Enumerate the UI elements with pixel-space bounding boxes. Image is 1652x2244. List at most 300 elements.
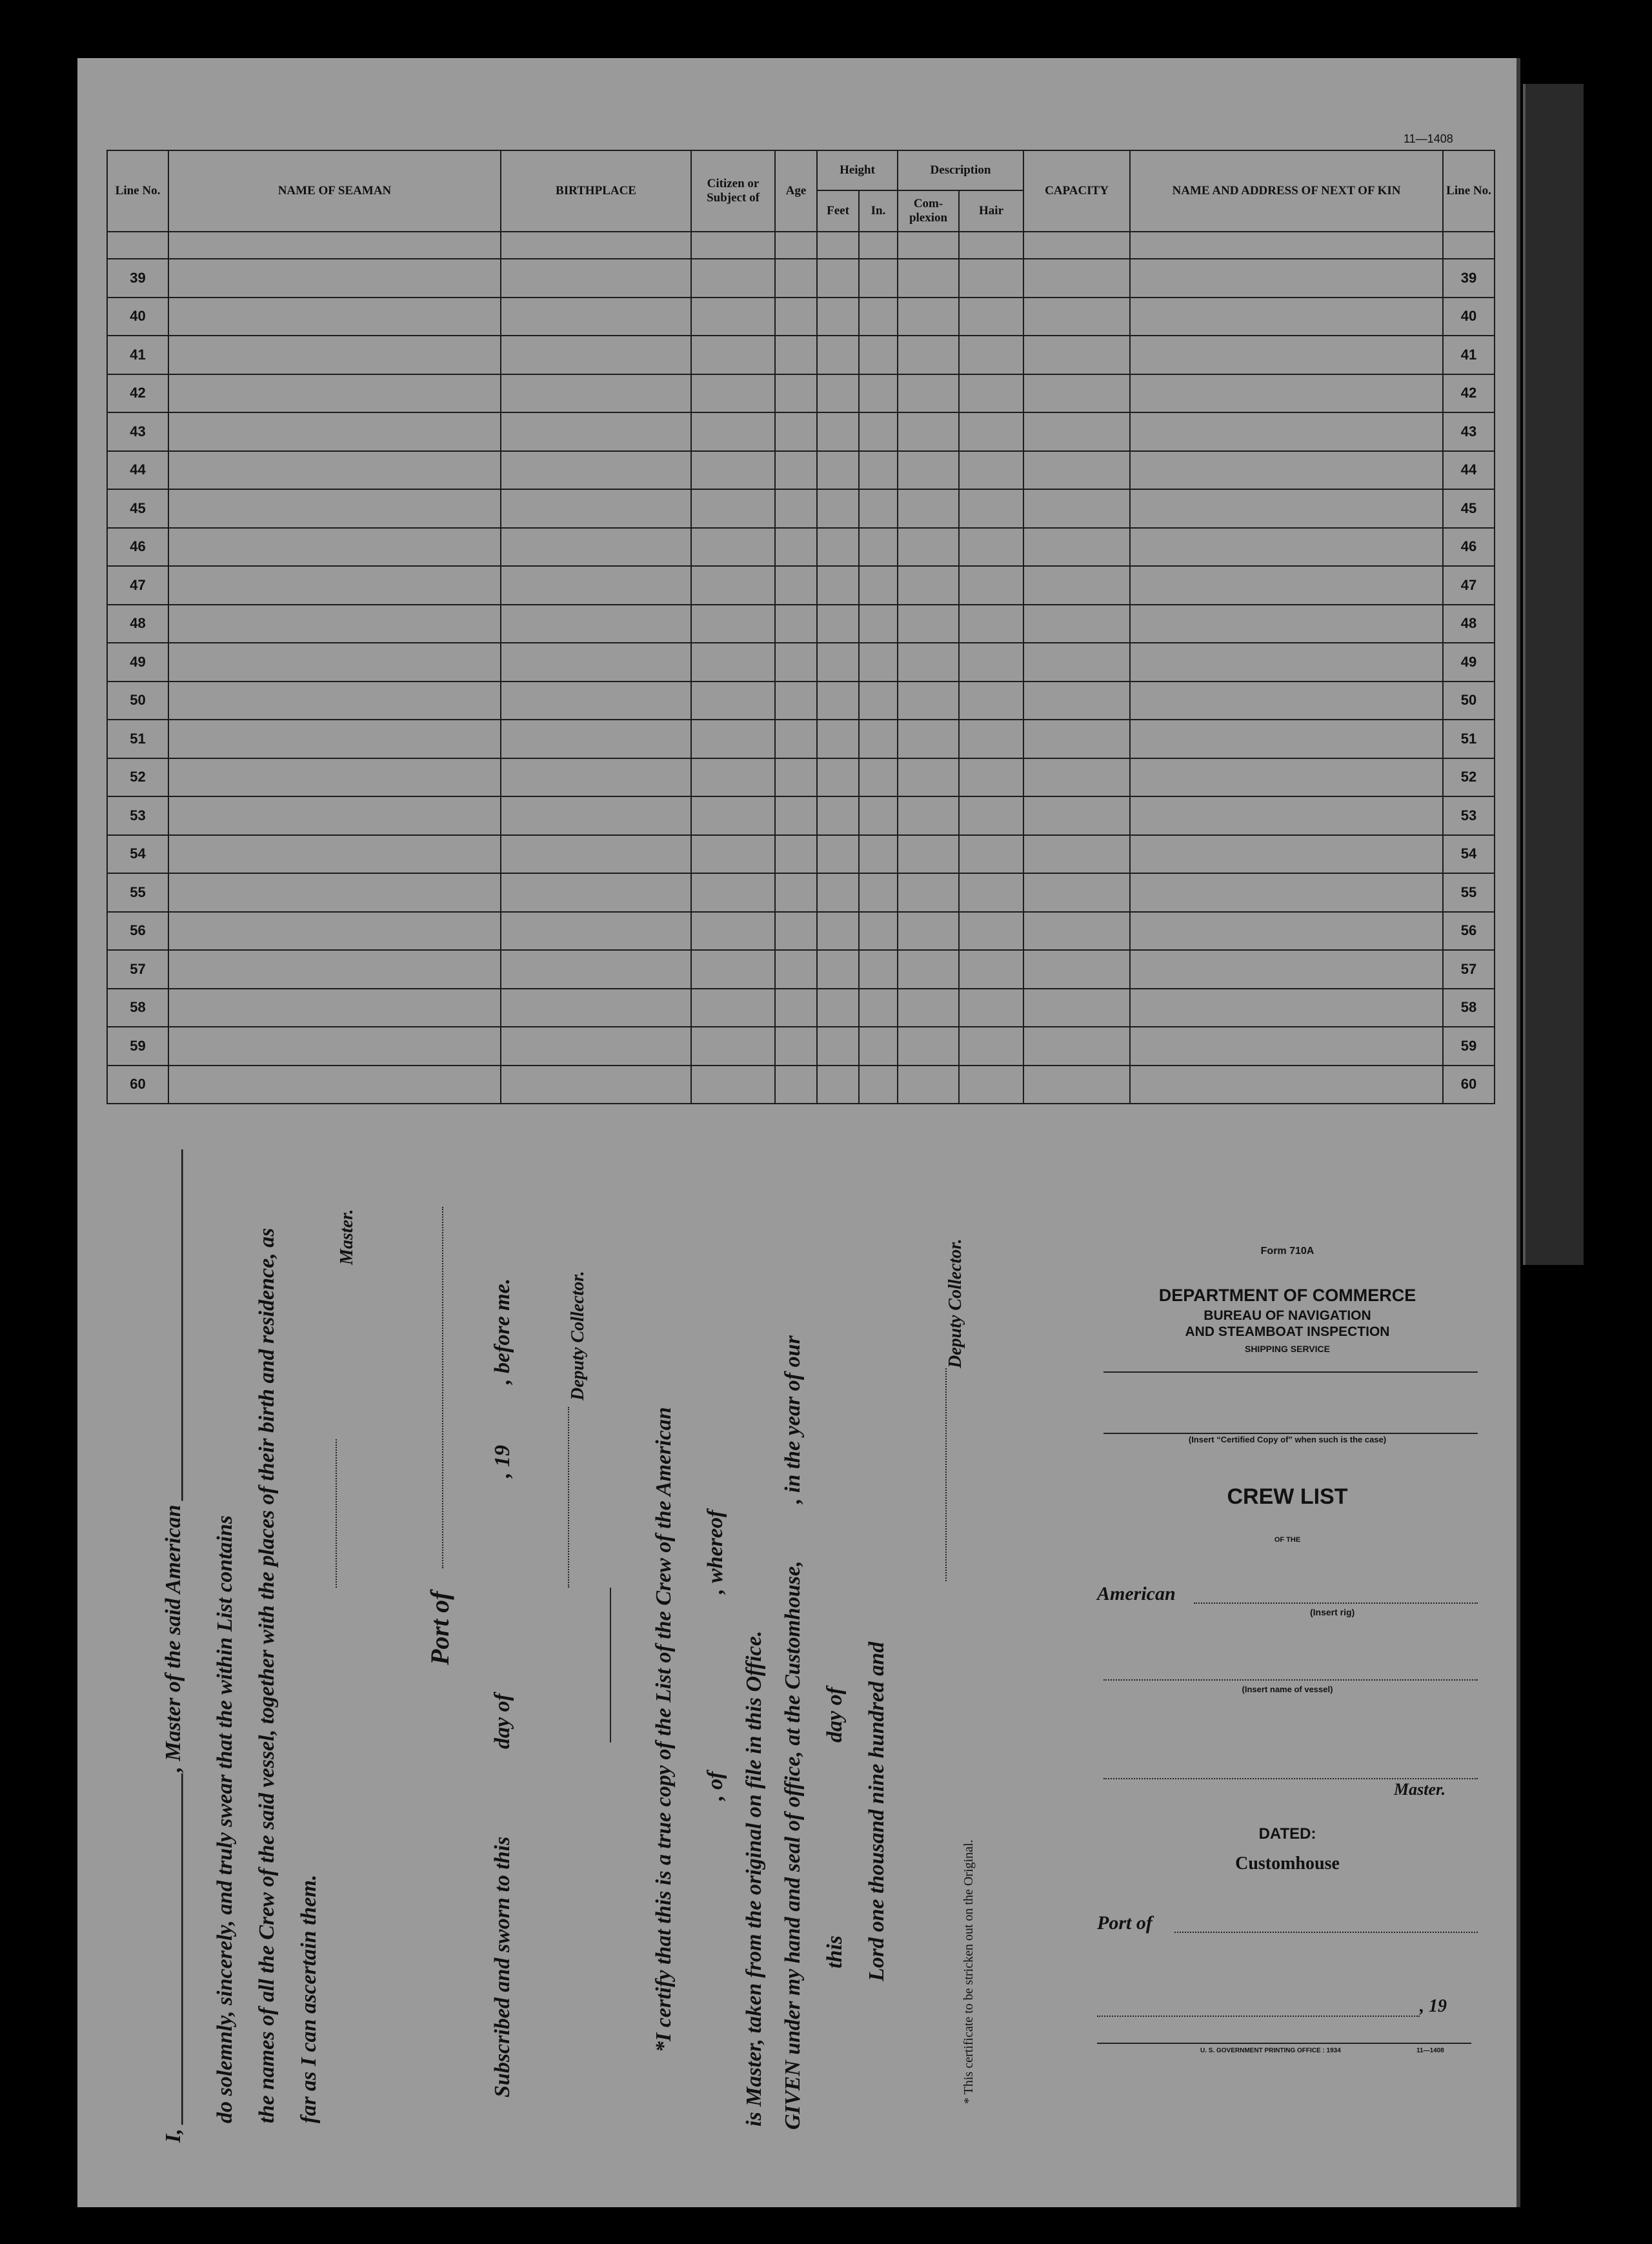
table-cell [691,873,775,912]
table-row [107,412,1495,451]
certify-this: this [823,1935,847,1968]
certificate-footnote: * This certificate to be stricken out on the Original. [962,1839,976,2104]
table-row [107,758,1495,797]
table-cell [817,374,859,413]
panel-customhouse: Customhouse [1235,1854,1340,1874]
table-cell [168,336,501,374]
header-hair: Hair [959,190,1023,232]
table-cell [501,298,691,336]
crew-table [106,150,1495,1104]
table-cell [859,259,898,298]
table-cell [859,758,898,797]
panel-insert-vessel: (Insert name of vessel) [1242,1684,1333,1694]
panel-master-line [1103,1778,1478,1779]
certify-lord: Lord one thousand nine hundred and [865,1641,889,1981]
deputy-collector-1: Deputy Collector. [568,1271,588,1400]
table-cell [691,259,775,298]
table-cell [898,528,959,567]
table-cell [898,259,959,298]
table-cell [959,451,1023,490]
table-cell [1130,298,1443,336]
header-line-no-right: Line No. [1443,150,1495,232]
table-cell [168,528,501,567]
table-cell [501,720,691,758]
table-cell [691,796,775,835]
table-cell [959,1027,1023,1066]
certify-line-5: GIVEN under my hand and seal of office, at the Customhouse, [781,1561,805,2130]
table-cell [1023,336,1130,374]
table-cell [775,451,817,490]
table-cell [775,566,817,605]
table-cell [501,412,691,451]
table-cell [775,298,817,336]
table-cell [168,1066,501,1104]
table-cell [775,374,817,413]
panel-bureau-1: BUREAU OF NAVIGATION [1204,1308,1371,1323]
table-cell [817,796,859,835]
table-cell [959,374,1023,413]
table-cell [898,835,959,874]
line-number-right: 50 [1443,682,1495,720]
master-signature-line [336,1439,337,1588]
line-number: 48 [107,605,168,643]
table-cell [817,758,859,797]
table-cell [898,643,959,682]
panel-master: Master. [1394,1780,1446,1799]
table-cell [691,720,775,758]
panel-year: , 19 [1420,1996,1447,2016]
panel-rule-2 [1103,1433,1478,1434]
line-number-right: 60 [1443,1066,1495,1104]
table-row [107,796,1495,835]
table-cell [1023,720,1130,758]
divider [610,1588,611,1743]
line-number: 54 [107,835,168,874]
table-cell [898,489,959,528]
table-cell [1023,873,1130,912]
table-cell [1130,720,1443,758]
table-cell [817,489,859,528]
table-cell [1023,412,1130,451]
table-cell [691,950,775,989]
table-cell [775,950,817,989]
table-cell [168,412,501,451]
table-cell [168,682,501,720]
table-cell [859,298,898,336]
table-cell [817,643,859,682]
table-cell [168,605,501,643]
panel-shipping-service: SHIPPING SERVICE [1244,1344,1330,1354]
header-complexion: Com-plexion [898,190,959,232]
table-row [107,912,1495,951]
table-cell [775,720,817,758]
table-cell [1023,298,1130,336]
table-cell [501,566,691,605]
table-cell [859,605,898,643]
table-cell [168,298,501,336]
table-cell [775,259,817,298]
line-number-right: 52 [1443,758,1495,797]
certify-line-4: is Master, taken from the original on file in this Office. [742,1630,766,2127]
header-height: Height [817,150,898,190]
table-cell [775,758,817,797]
table-cell [168,643,501,682]
header-feet: Feet [817,190,859,232]
table-cell [691,1066,775,1104]
panel-date-line [1097,2016,1420,2017]
table-cell [817,950,859,989]
line-number: 47 [107,566,168,605]
table-cell [959,489,1023,528]
table-cell [691,605,775,643]
table-cell [1023,566,1130,605]
table-cell [691,412,775,451]
header-line-no: Line No. [107,150,168,232]
table-cell [817,720,859,758]
crew-rows [107,259,1495,1104]
table-cell [817,451,859,490]
table-cell [817,1027,859,1066]
panel-port-of: Port of [1097,1912,1153,1934]
table-cell [775,912,817,951]
panel-department: DEPARTMENT OF COMMERCE [1158,1286,1416,1305]
line-number-right: 54 [1443,835,1495,874]
table-cell [898,1066,959,1104]
table-cell [691,489,775,528]
table-cell [1023,374,1130,413]
panel-insert-certified: (Insert “Certified Copy of” when such is the case) [1188,1435,1387,1444]
table-cell [1023,643,1130,682]
panel-form-no: 11—1408 [1416,2047,1444,2054]
table-cell [817,989,859,1027]
table-cell [501,451,691,490]
table-cell [501,989,691,1027]
table-cell [817,259,859,298]
table-cell [501,682,691,720]
table-cell [859,835,898,874]
panel-rule-3 [1097,2043,1471,2044]
line-number: 52 [107,758,168,797]
header-age: Age [775,150,817,232]
table-cell [1130,259,1443,298]
table-cell [817,873,859,912]
table-cell [501,912,691,951]
table-cell [817,528,859,567]
table-cell [501,873,691,912]
panel-bureau-2: AND STEAMBOAT INSPECTION [1185,1324,1390,1339]
table-cell [168,451,501,490]
table-cell [1130,912,1443,951]
port-of-line [442,1207,443,1568]
line-number: 42 [107,374,168,413]
table-cell [775,989,817,1027]
subscribed-text: Subscribed and sworn to this [490,1836,514,2097]
table-cell [898,720,959,758]
panel-dated: DATED: [1258,1825,1316,1843]
table-row [107,605,1495,643]
line-number: 60 [107,1066,168,1104]
table-cell [1130,796,1443,835]
table-cell [501,374,691,413]
table-cell [1130,566,1443,605]
deputy-collector-2: Deputy Collector. [945,1238,965,1368]
table-cell [501,950,691,989]
table-cell [168,912,501,951]
line-number-right: 59 [1443,1027,1495,1066]
table-cell [817,336,859,374]
table-row [107,720,1495,758]
table-cell [501,1066,691,1104]
oath-line-4: far as I can ascertain them. [297,1874,321,2123]
table-cell [501,835,691,874]
table-cell [817,835,859,874]
table-cell [775,336,817,374]
line-number: 45 [107,489,168,528]
table-cell [859,1066,898,1104]
table-cell [898,374,959,413]
table-row [107,336,1495,374]
panel-rig-line [1194,1602,1478,1604]
table-cell [691,451,775,490]
line-number-right: 41 [1443,336,1495,374]
line-number: 56 [107,912,168,951]
header-capacity: CAPACITY [1023,150,1130,232]
line-number: 41 [107,336,168,374]
table-cell [959,1066,1023,1104]
table-cell [1130,835,1443,874]
line-number: 40 [107,298,168,336]
table-row [107,528,1495,567]
table-row [107,873,1495,912]
table-row [107,1027,1495,1066]
oath-line-3: the names of all the Crew of the said vessel, together with the places of their birth and residence, as [255,1228,279,2123]
line-number-right: 45 [1443,489,1495,528]
table-cell [168,566,501,605]
line-number-right: 43 [1443,412,1495,451]
table-cell [1023,912,1130,951]
table-cell [168,989,501,1027]
table-row [107,950,1495,989]
table-cell [501,336,691,374]
header-next-of-kin: NAME AND ADDRESS OF NEXT OF KIN [1130,150,1443,232]
table-row [107,298,1495,336]
line-number: 58 [107,989,168,1027]
table-cell [1023,528,1130,567]
table-row [107,489,1495,528]
certify-year-of-our: , in the year of our [781,1335,805,1504]
table-cell [959,528,1023,567]
table-cell [898,412,959,451]
table-cell [691,682,775,720]
table-cell [775,682,817,720]
table-cell [817,566,859,605]
table-cell [859,950,898,989]
table-cell [168,950,501,989]
table-cell [898,950,959,989]
table-cell [817,605,859,643]
table-row [107,566,1495,605]
header-description: Description [898,150,1023,190]
table-row [107,643,1495,682]
table-cell [691,758,775,797]
table-cell [691,374,775,413]
form-number-top: 11—1408 [1404,132,1453,145]
line-number-right: 51 [1443,720,1495,758]
table-cell [859,528,898,567]
table-cell [691,566,775,605]
table-cell [898,682,959,720]
table-cell [775,1066,817,1104]
table-cell [898,912,959,951]
line-number-right: 39 [1443,259,1495,298]
table-cell [959,796,1023,835]
table-cell [775,605,817,643]
table-cell [775,835,817,874]
table-cell [959,682,1023,720]
table-cell [168,1027,501,1066]
table-cell [859,643,898,682]
table-cell [168,796,501,835]
table-cell [1130,1066,1443,1104]
line-number-right: 42 [1443,374,1495,413]
line-number: 57 [107,950,168,989]
table-cell [959,336,1023,374]
line-number-right: 57 [1443,950,1495,989]
table-cell [775,412,817,451]
line-number: 46 [107,528,168,567]
table-cell [1130,489,1443,528]
table-cell [1023,605,1130,643]
table-cell [959,605,1023,643]
table-row [107,451,1495,490]
panel-insert-rig: (Insert rig) [1310,1607,1355,1617]
cover-panel [1097,1246,1478,2059]
table-cell [859,336,898,374]
table-cell [775,1027,817,1066]
table-cell [691,835,775,874]
table-cell [959,835,1023,874]
table-cell [1023,989,1130,1027]
line-number-right: 49 [1443,643,1495,682]
line-number: 51 [107,720,168,758]
table-cell [691,989,775,1027]
table-cell [1023,950,1130,989]
table-cell [168,835,501,874]
table-cell [1130,412,1443,451]
table-cell [501,758,691,797]
line-number: 39 [107,259,168,298]
table-cell [1023,489,1130,528]
panel-crew-list-title: CREW LIST [1227,1484,1348,1509]
table-cell [1130,643,1443,682]
certify-of: , of [703,1771,727,1801]
table-cell [691,298,775,336]
table-cell [817,912,859,951]
table-cell [691,528,775,567]
table-cell [501,643,691,682]
panel-gpo: U. S. GOVERNMENT PRINTING OFFICE : 1934 [1200,2047,1341,2054]
oath-line-1: I, ________________________________, Master of the said American ________________________________ [161,1147,185,2143]
oath-line-2: do solemnly, sincerely, and truly swear that the within List contains [213,1515,237,2123]
table-cell [1130,374,1443,413]
panel-of-the: OF THE [1274,1536,1301,1544]
table-cell [859,989,898,1027]
table-cell [959,758,1023,797]
line-number-right: 58 [1443,989,1495,1027]
table-cell [898,605,959,643]
table-cell [817,412,859,451]
table-cell [898,566,959,605]
table-cell [691,336,775,374]
table-cell [859,873,898,912]
table-cell [859,1027,898,1066]
table-cell [1130,605,1443,643]
table-cell [1023,259,1130,298]
table-cell [501,796,691,835]
table-cell [775,873,817,912]
table-cell [691,912,775,951]
panel-vessel-line [1103,1679,1478,1681]
table-cell [959,566,1023,605]
table-cell [775,643,817,682]
adjacent-page-edge [1523,84,1584,1265]
certify-whereof: , whereof [703,1510,727,1594]
table-cell [898,989,959,1027]
table-row [107,989,1495,1027]
table-cell [1130,336,1443,374]
table-cell [859,720,898,758]
table-cell [959,298,1023,336]
deputy-signature-line-1 [568,1407,569,1588]
table-cell [898,1027,959,1066]
table-cell [1023,1027,1130,1066]
table-cell [168,873,501,912]
table-cell [1023,682,1130,720]
table-cell [168,758,501,797]
table-cell [959,873,1023,912]
table-cell [501,259,691,298]
oath-port-of: Port of [425,1591,454,1665]
line-number: 59 [107,1027,168,1066]
table-cell [501,528,691,567]
subscribed-year: , 19 [490,1445,514,1478]
table-cell [959,720,1023,758]
table-cell [775,489,817,528]
table-cell [775,796,817,835]
table-row [107,1066,1495,1104]
table-cell [1023,1066,1130,1104]
table-cell [817,1066,859,1104]
table-cell [959,643,1023,682]
table-cell [775,528,817,567]
subscribed-before-me: , before me. [490,1278,514,1384]
line-number-right: 46 [1443,528,1495,567]
line-number-right: 47 [1443,566,1495,605]
line-number: 53 [107,796,168,835]
table-cell [959,412,1023,451]
table-cell [1023,835,1130,874]
table-cell [1130,758,1443,797]
table-cell [168,720,501,758]
table-cell [859,374,898,413]
table-cell [959,989,1023,1027]
table-cell [168,259,501,298]
header-birthplace: BIRTHPLACE [501,150,691,232]
table-cell [501,489,691,528]
table-row [107,259,1495,298]
table-cell [817,682,859,720]
line-number: 50 [107,682,168,720]
